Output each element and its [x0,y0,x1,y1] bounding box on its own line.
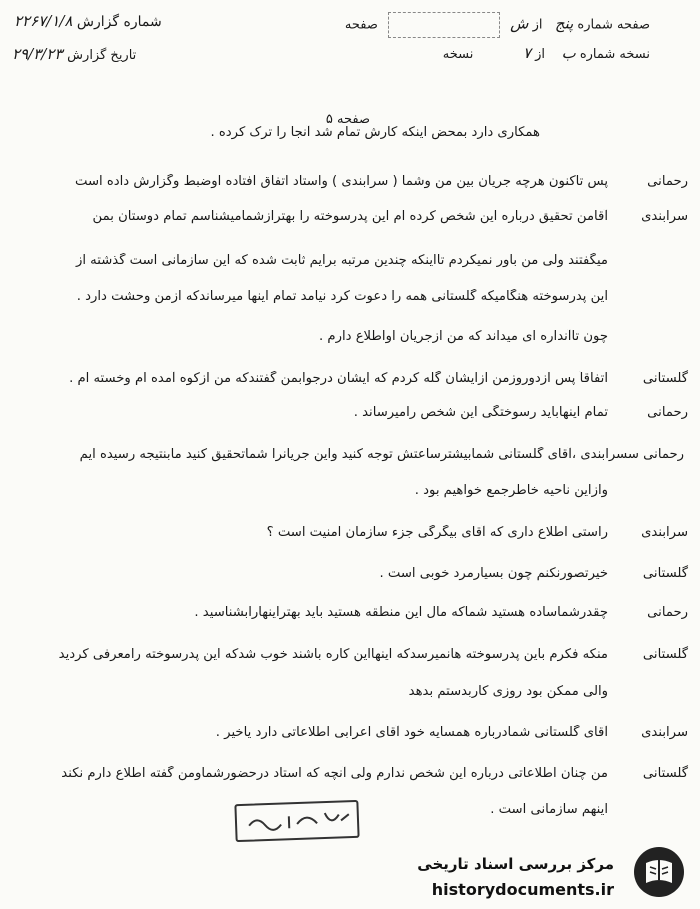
speaker: گلستانی [642,766,688,781]
transcript-line [0,725,700,751]
speaker: رحمانی [647,405,688,420]
speaker: رحمانی [647,605,688,620]
speaker: گلستانی [642,566,688,581]
speaker: سرابندی [641,525,688,540]
transcript-line [0,566,700,592]
copy-number-line [443,44,650,62]
transcript-line [0,125,700,151]
copy-word: نسخه [442,47,474,62]
transcript-line [0,605,700,631]
line-text: والی ممکن بود روزی کاربدستم بدهد [408,684,608,699]
transcript-line [0,329,700,355]
copy-value: ب [561,44,576,62]
transcript-line [0,647,700,673]
page-word: صفحه [344,17,378,33]
speaker: رحمانی [647,174,688,189]
line-text: آقای گلستانی شمادرباره همسایه خود آقای اعرابی اطلاعاتی دارد یاخیر . [215,725,608,740]
line-text: منکه فکرم باین پدرسوخته هانمیرسدکه اینهااین کاره باشند خوب شدکه این پدرسوخته رامعرفی کردید [58,647,608,662]
report-number [14,12,162,30]
line-text: چون تاآنداره ای میداند که من ازجریان اواطلاع دارم . [319,329,608,344]
line-text: پس تاکنون هرچه جریان بین من وشما ( سرابندی ) واستاد اتفاق افتاده اوضبط وگزارش داده است [75,174,608,189]
page-heading: صفحه ۵ [325,112,370,127]
line-text: اتفاقاً پس ازدوروزمن ازایشان گله کردم که ایشان درجوابمن گفتندکه من ازکوه آمده ام وخسته ام . [69,371,608,386]
page-of: از [532,17,543,33]
speaker: گلستانی [642,647,688,662]
transcript-line [0,483,700,509]
report-date [12,45,136,63]
page-label: صفحه شماره [577,17,650,33]
report-number-label: شماره گزارش [76,14,162,30]
transcript-line [0,447,700,473]
transcript-line [0,209,700,235]
line-text: میگفتند ولی من باور نمیکردم تااینکه چندین مرتبه برایم ثابت شده که این سازمانی است گذشته از [75,253,608,268]
speaker: گلستانی [642,371,688,386]
report-date-value: ۲۹/۳/۲۳ [12,45,63,63]
line-text: چقدرشماساده هستید شماکه مال این منطقه هستید باید بهتراینهارابشناسید . [194,605,608,620]
speaker: سرابندی [641,209,688,224]
archive-url: historydocuments.ir [431,880,614,899]
line-text: اینهم سازمانی است . [490,802,608,817]
line-text: این پدرسوخته هنگامیکه گلستانی همه را دعوت کرد نیامد تمام اینها میرساندکه ازمن وحشت دارد . [76,289,608,304]
line-text: من چنان اطلاعاتی درباره این شخص ندارم ولی آنچه که استاد درحضورشماومن گفته اطلاع دارم نکند [61,766,608,781]
archive-logo-icon [632,845,686,899]
transcript-line [0,405,700,431]
line-text: تمام اینهاباید رسوختگی این شخص رامیرساند . [353,405,608,420]
page-total: ش [510,14,529,33]
report-number-value: ۲۲۶۷/۱/۸ [14,12,73,30]
transcript-line [0,174,700,200]
page-value: پنج [554,14,574,33]
line-text: راستی اطلاع داری که آقای بیگرگی جزء سازمان امنیت است ؟ [266,525,608,540]
line-text: رحمانی سسرابندی ،آقای گلستانی شمابیشترساعتش توجه کنید واین جریانرا شماتحقیق کنید مابنتیجه رسیده ایم [79,447,684,462]
line-text: همکاری دارد بمحض اینکه کارش تمام شد آنجا را ترک کرده . [210,125,540,140]
transcript-line [0,371,700,397]
classification-stamp [234,800,359,842]
transcript-line [0,766,700,792]
transcript-line [0,253,700,279]
transcript-line [0,289,700,315]
page-number-line [345,12,650,38]
transcript-line [0,525,700,551]
speaker: سرابندی [641,725,688,740]
transcript-line [0,684,700,710]
line-text: آقامن تحقیق درباره این شخص کرده ام این پدرسوخته را بهترازشمامیشناسم تمام دوستان بمن [92,209,608,224]
copy-label: نسخه شماره [579,47,650,62]
copy-total: ۷ [522,44,531,62]
line-text: وازاین ناحیه خاطرجمع خواهیم بود . [414,483,608,498]
line-text: خیرتصورنکنم چون بسیارمرد خوبی است . [379,566,608,581]
report-date-label: تاریخ گزارش [67,48,137,63]
copy-of: از [535,47,546,62]
archive-name: مرکز بررسی اسناد تاریخی [417,855,614,873]
redacted-area [388,12,500,38]
